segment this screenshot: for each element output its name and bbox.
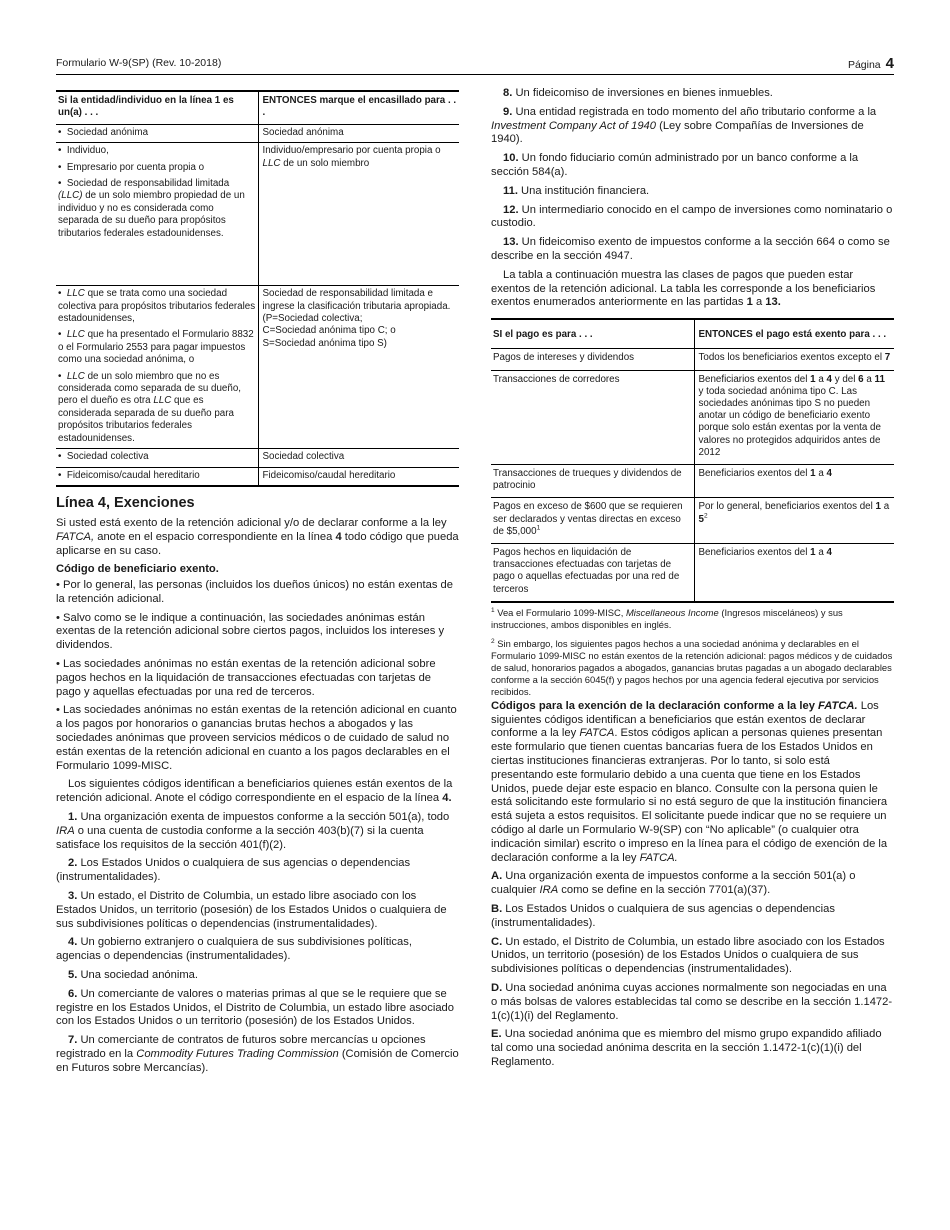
paragraph: Si usted está exento de la retención adicional y/o de declarar conforme a la ley FATCA, anote en el espacio correspondiente en la línea 4 todo código que pueda aplicarse en su caso. xyxy=(56,516,459,557)
code-item: 8. Un fideicomiso de inversiones en bienes inmuebles. xyxy=(503,87,773,99)
table-row: • Sociedad anónima Sociedad anónima xyxy=(56,124,459,142)
code-item: 6. Un comerciante de valores o materias primas al que se le requiere que se registre en los Estados Unidos, el Distrito de Columbia, un estado libre asociado con los Estados Unidos o un territorio (posesión) de los Estados Unidos. xyxy=(56,987,454,1028)
table-row: Pagos de intereses y dividendos Todos los beneficiarios exentos excepto el 7 xyxy=(491,349,894,370)
bullet-paragraph: • Las sociedades anónimas no están exentas de la retención adicional en cuanto a los pagos por honorarios o ganancias brutas hechos a abogados y las sociedades anónimas que proveen servicios médicos o de cuidado de salud no están exentas de la retención adicional en cuanto a los pagos declarables en el Formulario 1099-MISC. xyxy=(56,704,457,772)
section-heading: Línea 4, Exenciones xyxy=(56,494,195,511)
footnote: $^2$ Sin embargo, los siguientes pagos hechos a una sociedad anónima y declarables en el Formulario 1099-MISC no están exentos de la retención adicional: pagos médicos y de cuidados de salud, honorarios pagados a abogados, ganancias brutas pagadas a un abogado declarables conforme a la sección 6045(f) y pagos hechos por una agencia federal ejecutiva por servicios recibidos. xyxy=(491,637,893,697)
code-item: 1. Una organización exenta de impuestos conforme a la sección 501(a), todo IRA o una cuenta de custodia conforme a la sección 403(b)(7) si la cuenta satisface los requisitos de la sección 401(f)(2). xyxy=(56,811,450,851)
fatca-paragraph: Códigos para la exención de la declaración conforme a la ley FATCA. Los siguientes códigos identifican a beneficiarios que están exentos de declarar conforme a la ley FATCA. Estos códigos aplican a personas quienes presentan este formulario que tienen cuentas bancarias fuera de los Estados Unidos en ciertas instituciones financieras extranjeras. Por lo tanto, si solo está presentando este formulario debido a una cuenta que tiene en los Estados Unidos, puede dejar este espacio en blanco. Consulte con la persona quien le está solicitando este formulario si no está seguro de que la institución financiera está sujeta a estos requisitos. El solicitante puede indicar que no se requiere un código al darle un Formulario W-9(SP) con “No aplicable” (o cualquier otra indicación similar) escrito o impreso en la línea para el código de exención de la declaración conforme a la ley FATCA. xyxy=(491,699,888,864)
table-row: • LLC que se trata como una sociedad colectiva para propósitos tributarios federales estadounidenses, • LLC que ha presentado el Formulario 8832 o el Formulario 2553 para pagar impuestos como una sociedad anónima, o • LLC de un solo miembro que no es considerada como separada de su dueño, pero el dueño es otra LLC que es considerada separada de su dueño para propósitos tributarios federales estadounidenses. Sociedad de responsabilidad limitada e ingrese la clasificación tributaria apropiada. (P=Sociedad colectiva; C=Sociedad anónima tipo C; o S=Sociedad anónima tipo S) xyxy=(56,286,459,449)
code-item: 4. Un gobierno extranjero o cualquiera de sus subdivisiones políticas, agencias o dependencias (instrumentalidades). xyxy=(56,936,412,963)
table-row: • Fideicomiso/caudal hereditario Fideicomiso/caudal hereditario xyxy=(56,467,459,486)
table-row: Pagos en exceso de $600 que se requieren ser declarados y ventas directas en exceso de $5,000$^1$ Por lo general, beneficiarios exentos del 1 a $5^2$ xyxy=(491,498,894,544)
code-item: E. Una sociedad anónima que es miembro del mismo grupo expandido afiliado tal como una sociedad anónima descrita en la sección 1.1472-1(c)(1)(i) del Reglamento. xyxy=(491,1028,882,1068)
code-item: 5. Una sociedad anónima. xyxy=(68,969,198,982)
code-item: 2. Los Estados Unidos o cualquiera de sus agencias o dependencias (instrumentalidades). xyxy=(56,857,411,884)
right-column xyxy=(491,87,894,1075)
table-row: • Sociedad colectiva Sociedad colectiva xyxy=(56,449,459,467)
column-header: Si la entidad/individuo en la línea 1 es un(a) . . . xyxy=(56,91,258,124)
footnote: $^1$ Vea el Formulario 1099-MISC, Miscellaneous Income (Ingresos misceláneos) y sus instrucciones, ambos disponibles en inglés. xyxy=(491,606,843,630)
page-number: Página 4 xyxy=(847,55,894,72)
form-identifier: Formulario W-9(SP) (Rev. 10-2018) xyxy=(56,57,222,69)
table-header-row xyxy=(56,91,459,124)
table-row: Pagos hechos en liquidación de transacciones efectuadas con tarjetas de pago o aquellas efectuadas por una red de terceros Beneficiarios exentos del 1 a 4 xyxy=(491,544,894,602)
table-header-row xyxy=(491,319,894,349)
code-item: 10. Un fondo fiduciario común administrado por un banco conforme a la sección 584(a). xyxy=(491,152,859,178)
code-item: 11. Una institución financiera. xyxy=(503,184,650,197)
table-row: • Individuo, • Empresario por cuenta propia o • Sociedad de responsabilidad limitada (LLC) de un solo miembro propiedad de un individuo y no es considerada como separada de su dueño para propósitos tributarios federales estadounidenses. Individuo/empresario por cuenta propia o LLC de un solo miembro xyxy=(56,143,459,286)
payment-exemption-table xyxy=(491,318,894,603)
entity-classification-table xyxy=(56,90,459,487)
code-item: 13. Un fideicomiso exento de impuestos conforme a la sección 664 o como se describe en la sección 4947. xyxy=(491,236,890,262)
subheading: Código de beneficiario exento. xyxy=(56,563,219,576)
code-item: B. Los Estados Unidos o cualquiera de sus agencias o dependencias (instrumentalidades). xyxy=(491,902,835,929)
column-header: ENTONCES el pago está exento para . . . xyxy=(694,319,894,349)
code-item: 3. Un estado, el Distrito de Columbia, un estado libre asociado con los Estados Unidos, un territorio (posesión) de los Estados Unidos o cualquiera de sus subdivisiones políticas o dependencias (instrumentalidades). xyxy=(56,890,447,930)
bullet-paragraph: • Las sociedades anónimas no están exentas de la retención adicional sobre pagos hechos en la liquidación de transacciones efectuadas con tarjetas de pago y aquellas efectuadas por una red de terceros. xyxy=(56,658,436,698)
left-column xyxy=(56,90,459,1081)
paragraph: Los siguientes códigos identifican a beneficiarios quienes están exentos de la retención adicional. Anote el código correspondiente en el espacio de la línea 4. xyxy=(56,778,453,805)
column-header: ENTONCES marque el encasillado para . . . xyxy=(258,91,459,124)
bullet-paragraph: • Por lo general, las personas (incluidos los dueños únicos) no están exentas de la retención adicional. xyxy=(56,579,453,605)
code-item: D. Una sociedad anónima cuyas acciones normalmente son negociadas en una o más bolsas de valores establecidas tal como se describe en la sección 1.1472-1(c)(1)(i) del Reglamento. xyxy=(491,981,893,1022)
table-row: Transacciones de trueques y dividendos de patrocinio Beneficiarios exentos del 1 a 4 xyxy=(491,464,894,497)
table-row: Transacciones de corredores Beneficiarios exentos del 1 a 4 y del 6 a 11 y toda sociedad anónima tipo C. Las sociedades anónimas tipo S no pueden anotar un código de beneficiario exento porque solo están exentas por la venta de valores no protegidos adquiridos antes de 2012 xyxy=(491,370,894,464)
code-item: 12. Un intermediario conocido en el campo de inversiones como nominatario o custodio. xyxy=(491,203,893,230)
code-item: C. Un estado, el Distrito de Columbia, un estado libre asociado con los Estados Unidos, un territorio (posesión) de los Estados Unidos o cualquiera de sus subdivisiones políticas o dependencias (instrumentalidades). xyxy=(491,935,885,976)
column-header: SI el pago es para . . . xyxy=(491,319,694,349)
code-item: 9. Una entidad registrada en todo momento del año tributario conforme a la Investment Company Act of 1940 (Ley sobre Compañías de Inversiones de 1940). xyxy=(491,105,877,146)
paragraph: La tabla a continuación muestra las clases de pagos que pueden estar exentos de la retención adicional. La tabla les corresponde a los beneficiarios exentos enumerados anteriormente en las partidas 1 a 13. xyxy=(491,268,876,309)
bullet-paragraph: • Salvo como se le indique a continuación, las sociedades anónimas están exentas de la retención adicional sobre ciertos pagos, incluidos los intereses y dividendos. xyxy=(56,611,445,652)
code-item: 7. Un comerciante de contratos de futuros sobre mercancías u opciones registrado en la Commodity Futures Trading Commission (Comisión de Comercio en Futuros sobre Mercancías). xyxy=(56,1034,459,1074)
page-header xyxy=(56,55,894,75)
code-item: A. Una organización exenta de impuestos conforme a la sección 501(a) o cualquier IRA como se define en la sección 7701(a)(37). xyxy=(491,870,856,897)
